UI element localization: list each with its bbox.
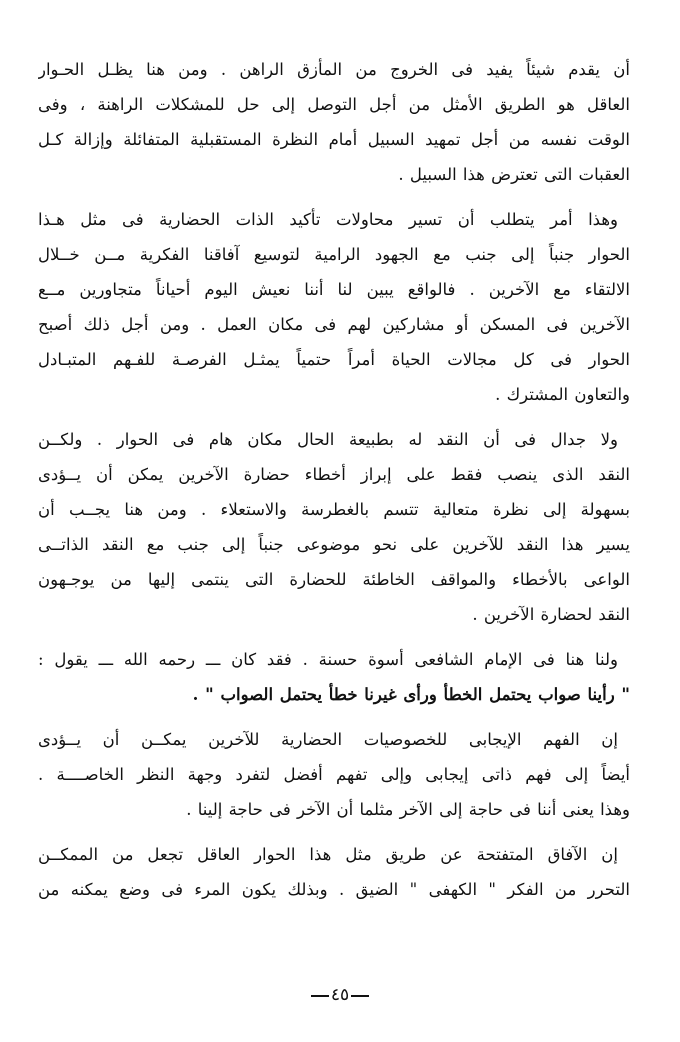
text-line: النقد لحضارة الآخرين .: [472, 605, 630, 624]
text-line: العقبات التى تعترض هذا السبيل .: [398, 165, 630, 184]
paragraph-6: [38, 837, 630, 907]
text-line: أيضاً إلى فهم ذاتى إيجابى وإلى تفهم أفضل لتفرد وجهة النظر الخاصــــة .: [38, 765, 630, 784]
text-line: الالتقاء مع الآخرين . فالواقع يبين لنا أننا نعيش اليوم أحياناً متجاورين مــع: [38, 280, 630, 299]
text-line: ولا جدال فى أن النقد له بطبيعة الحال مكان هام فى الحوار . ولكــن: [38, 430, 618, 449]
text-line: وهذا أمر يتطلب أن تسير محاولات تأكيد الذات الحضارية فى مثل هـذا: [38, 210, 618, 229]
text-line: أن يقدم شيئاً يفيد فى الخروج من المأزق الراهن . ومن هنا يظـل الحـوار: [38, 60, 630, 79]
text-line: إن الآفاق المتفتحة عن طريق مثل هذا الحوار العاقل تجعل من الممكــن: [38, 845, 618, 864]
page-number-dash-left: [351, 995, 369, 997]
text-line: العاقل هو الطريق الأمثل من أجل التوصل إلى حل للمشكلات الراهنة ، وفى: [38, 95, 630, 114]
text-line: الحوار جنباً إلى جنب مع الجهود الرامية لتوسيع آفاقنا الفكرية مــن خــلال: [38, 245, 630, 264]
paragraph-4: [38, 642, 630, 712]
text-line: ولنا هنا فى الإمام الشافعى أسوة حسنة . فقد كان ـــ رحمه الله ـــ يقول :: [38, 650, 618, 669]
paragraph-5: [38, 722, 630, 827]
page-number-text: ٤٥: [330, 985, 350, 1005]
text-line: إن الفهم الإيجابى للخصوصيات الحضارية للآخرين يمكــن أن يــؤدى: [38, 730, 618, 749]
quote-line: " رأينا صواب يحتمل الخطأ ورأى غيرنا خطأ يحتمل الصواب " .: [192, 685, 630, 704]
text-line: الآخرين فى المسكن أو مشاركين لهم فى مكان العمل . ومن أجل ذلك أصبح: [38, 315, 630, 334]
text-line: الحوار فى كل مجالات الحياة أمراً حتمياً يمثـل الفرصـة للفـهم المتبـادل: [38, 350, 630, 369]
text-line: وهذا يعنى أننا فى حاجة إلى الآخر مثلما أن الآخر فى حاجة إلينا .: [186, 800, 630, 819]
text-line: النقد الذى ينصب فقط على إبراز أخطاء حضارة الآخرين يمكن أن يــؤدى: [38, 465, 630, 484]
text-line: والتعاون المشترك .: [495, 385, 630, 404]
paragraph-1: [38, 52, 630, 192]
text-line: الوقت نفسه من أجل تمهيد السبيل أمام النظرة المستقبلية المتفائلة وإزالة كـل: [38, 130, 630, 149]
text-line: الواعى بالأخطاء والمواقف الخاطئة للحضارة التى ينتمى إليها من يوجـهون: [38, 570, 630, 589]
page-number: [0, 985, 680, 1005]
text-line: يسير هذا النقد للآخرين على نحو موضوعى جنباً إلى جنب مع النقد الذاتــى: [38, 535, 630, 554]
page-number-dash-right: [311, 995, 329, 997]
body-text: [38, 52, 630, 907]
paragraph-3: [38, 422, 630, 632]
text-line: بسهولة إلى نظرة متعالية تتسم بالغطرسة والاستعلاء . ومن هنا يجــب أن: [38, 500, 630, 519]
paragraph-2: [38, 202, 630, 412]
text-line: التحرر من الفكر " الكهفى " الضيق . وبذلك يكون المرء فى وضع يمكنه من: [38, 880, 630, 899]
